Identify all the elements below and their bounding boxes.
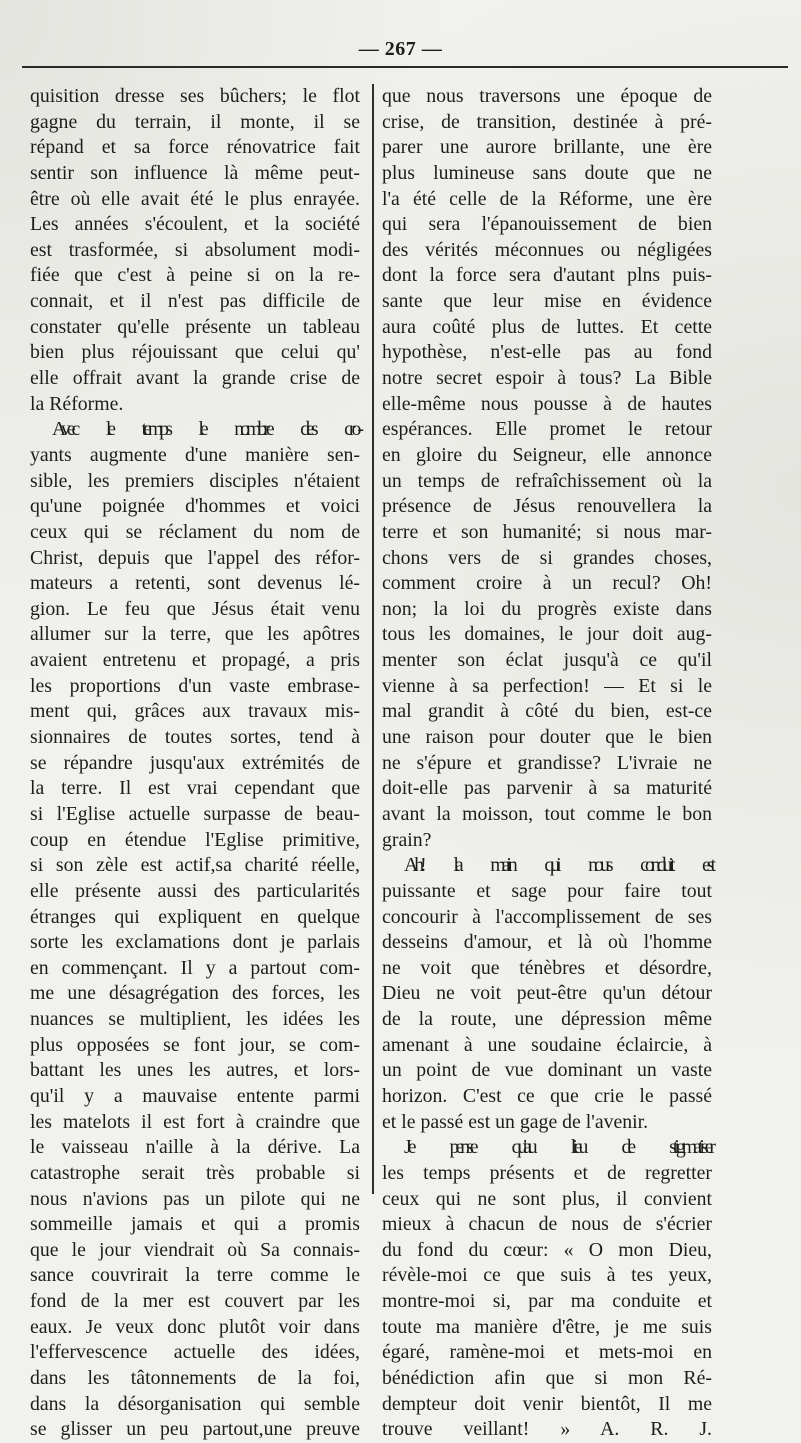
text-line: vienne à sa perfection! — Et si le	[382, 674, 712, 697]
text-line: hypothèse, n'est-elle pas au fond	[382, 341, 712, 364]
text-line: terre et son humanité; si nous mar-	[382, 520, 712, 543]
left-column	[30, 84, 360, 1443]
text-line: quisition dresse ses bûchers; le flot	[30, 85, 360, 107]
text-line: sentir son influence là même peut-	[30, 161, 360, 184]
text-line: la Réforme.	[30, 392, 124, 415]
text-line: sible, les premiers disciples n'étaient	[30, 469, 360, 492]
text-line: allumer sur la terre, que les apôtres	[30, 623, 360, 646]
text-line: constater qu'elle présente un tableau	[30, 315, 360, 338]
text-line: battant les unes les autres, et lors-	[30, 1059, 360, 1082]
text-line: sante que leur mise en évidence	[382, 290, 712, 313]
text-line: les matelots il est fort à craindre que	[30, 1110, 360, 1133]
text-line: me une désagrégation des forces, les	[30, 982, 360, 1005]
text-line: en gloire du Seigneur, elle annonce	[382, 443, 712, 466]
text-line: avaient entretenu et propagé, a pris	[30, 649, 360, 672]
text-line: est trasformée, si absolument modi-	[30, 238, 360, 261]
text-line: les proportions d'un vaste embrase-	[30, 674, 360, 697]
text-line: la terre. Il est vrai cependant que	[30, 777, 360, 800]
text-line: des vérités méconnues ou négligées	[382, 238, 712, 261]
page-number: — 267 —	[358, 38, 443, 60]
text-line: dont la force sera d'autant plns puis-	[382, 264, 712, 287]
text-line: le vaisseau n'aille à la dérive. La	[30, 1136, 360, 1159]
text-line: dans la désorganisation qui semble	[30, 1392, 360, 1415]
text-line: l'a été celle de la Réforme, une ère	[382, 187, 712, 210]
text-line: puissante et sage pour faire tout	[382, 879, 712, 902]
text-line: du fond du cœur: « O mon Dieu,	[382, 1238, 712, 1261]
text-line: Avec le temps le nombre des cro-	[52, 418, 360, 441]
text-line: plus lumineuse sans doute que ne	[382, 161, 712, 184]
text-line: bénédiction afin que si mon Ré-	[382, 1367, 712, 1390]
text-line: être où elle avait été le plus enrayée.	[30, 187, 360, 210]
column-divider	[372, 84, 374, 1194]
text-line: aura coûté plus de luttes. Et cette	[382, 315, 712, 338]
text-line: ceux qui se réclament du nom de	[30, 520, 360, 543]
text-line: sance couvrirait la terre comme le	[30, 1264, 360, 1287]
text-line: mieux à chacun de nous de s'écrier	[382, 1213, 712, 1236]
text-line: crise, de transition, destinée à pré-	[382, 110, 712, 133]
text-line: bien plus réjouissant que celui qu'	[30, 341, 360, 364]
text-line: une raison pour douter que le bien	[382, 726, 712, 749]
text-line: se glisser un peu partout,une preuve	[30, 1418, 360, 1441]
text-line: horizon. C'est ce que crie le passé	[382, 1084, 712, 1107]
text-line: se répandre jusqu'aux extrémités de	[30, 751, 360, 774]
text-line: yants augmente d'une manière sen-	[30, 443, 360, 466]
text-line: dempteur doit venir bientôt, Il me	[382, 1392, 712, 1415]
text-line: desseins d'amour, et là où l'homme	[382, 931, 712, 954]
text-line: elle présente aussi des particularités	[30, 879, 360, 902]
header-rule	[22, 66, 788, 68]
text-line: espérances. Elle promet le retour	[382, 418, 712, 441]
text-line: en commençant. Il y a partout com-	[30, 956, 360, 979]
text-line: fond de la mer est couvert par les	[30, 1290, 360, 1313]
text-line: avant la moisson, tout comme le bon	[382, 802, 712, 825]
text-line: nous n'avions pas un pilote qui ne	[30, 1187, 360, 1210]
text-line: elle offrait avant la grande crise de	[30, 367, 360, 390]
text-line: ne s'épure et grandisse? L'ivraie ne	[382, 751, 712, 774]
text-line: et le passé est un gage de l'avenir.	[382, 1110, 649, 1133]
text-line: mateurs a retenti, sont devenus lé-	[30, 572, 360, 595]
text-line: si l'Eglise actuelle surpasse de beau-	[30, 802, 360, 825]
text-line: Ah! la main qui nous conduit est	[404, 854, 712, 877]
text-line: répand et sa force rénovatrice fait	[30, 136, 360, 159]
text-line: de la route, une dépression même	[382, 1008, 712, 1031]
text-line: l'effervescence actuelle des idées,	[30, 1341, 360, 1364]
text-line: Dieu ne voit peut-être qu'un détour	[382, 982, 712, 1005]
text-line: concourir à l'accomplissement de ses	[382, 905, 712, 928]
text-line: sorte les exclamations dont je parlais	[30, 931, 360, 954]
text-line: Les années s'écoulent, et la société	[30, 213, 360, 236]
text-line: menter son éclat jusqu'à ce qu'il	[382, 649, 712, 672]
text-line: trouve veillant! » A. R. J.	[382, 1418, 712, 1441]
text-line: qui sera l'épanouissement de bien	[382, 213, 712, 236]
text-line: les temps présents et de regretter	[382, 1161, 712, 1184]
text-line: Je pense qu'au lieu de stigmatiser	[404, 1136, 712, 1159]
text-line: égaré, ramène-moi et mets-moi en	[382, 1341, 712, 1364]
text-line: coup en étendue l'Eglise primitive,	[30, 828, 360, 851]
text-line: toute ma manière d'être, je me suis	[382, 1315, 712, 1338]
text-line: connait, et il n'est pas difficile de	[30, 290, 360, 313]
text-line: Christ, depuis que l'appel des réfor-	[30, 546, 360, 569]
text-line: un temps de refraîchissement où la	[382, 469, 712, 492]
text-line: elle-même nous pousse à de hautes	[382, 392, 712, 415]
text-line: notre secret espoir à tous? La Bible	[382, 367, 712, 390]
text-line: plus opposées se font jour, se com-	[30, 1033, 360, 1056]
text-line: gion. Le feu que Jésus était venu	[30, 597, 360, 620]
text-line: nuances se multiplient, les idées les	[30, 1008, 360, 1031]
text-line: fiée que c'est à peine si on la re-	[30, 264, 360, 287]
text-line: parer une aurore brillante, une ère	[382, 136, 712, 159]
text-line: chons vers de si grandes choses,	[382, 546, 712, 569]
text-line: sionnaires de toutes sortes, tend à	[30, 726, 360, 749]
text-line: non; la loi du progrès existe dans	[382, 597, 712, 620]
text-line: si son zèle est actif,sa charité réelle,	[30, 854, 360, 877]
text-line: tous les domaines, le jour doit aug-	[382, 623, 712, 646]
text-line: amenant à une soudaine éclaircie, à	[382, 1033, 712, 1056]
text-line: doit-elle pas parvenir à sa maturité	[382, 777, 712, 800]
text-line: grain?	[382, 828, 432, 851]
text-line: qu'il y a mauvaise entente parmi	[30, 1084, 360, 1107]
text-line: ne voit que ténèbres et désordre,	[382, 956, 712, 979]
text-line: catastrophe serait très probable si	[30, 1161, 360, 1184]
text-line: qu'une poignée d'hommes et voici	[30, 495, 360, 518]
text-line: gagne du terrain, il monte, il se	[30, 110, 360, 133]
text-line: comment croire à un recul? Oh!	[382, 572, 712, 595]
text-line: révèle-moi ce que suis à tes yeux,	[382, 1264, 712, 1287]
text-line: étranges qui expliquent en quelque	[30, 905, 360, 928]
text-line: dans les tâtonnements de la foi,	[30, 1367, 360, 1390]
right-column	[382, 84, 712, 1443]
text-line: ment qui, grâces aux travaux mis-	[30, 700, 360, 723]
text-line: un point de vue dominant un vaste	[382, 1059, 712, 1082]
text-line: présence de Jésus renouvellera la	[382, 495, 712, 518]
text-line: sommeille jamais et qui a promis	[30, 1213, 360, 1236]
text-line: eaux. Je veux donc plutôt voir dans	[30, 1315, 360, 1338]
text-line: ceux qui ne sont plus, il convient	[382, 1187, 712, 1210]
text-line: que nous traversons une époque de	[382, 85, 712, 107]
text-line: que le jour viendrait où Sa connais-	[30, 1238, 360, 1261]
text-line: mal grandit à côté du bien, est-ce	[382, 700, 712, 723]
text-line: montre-moi si, par ma conduite et	[382, 1290, 712, 1313]
